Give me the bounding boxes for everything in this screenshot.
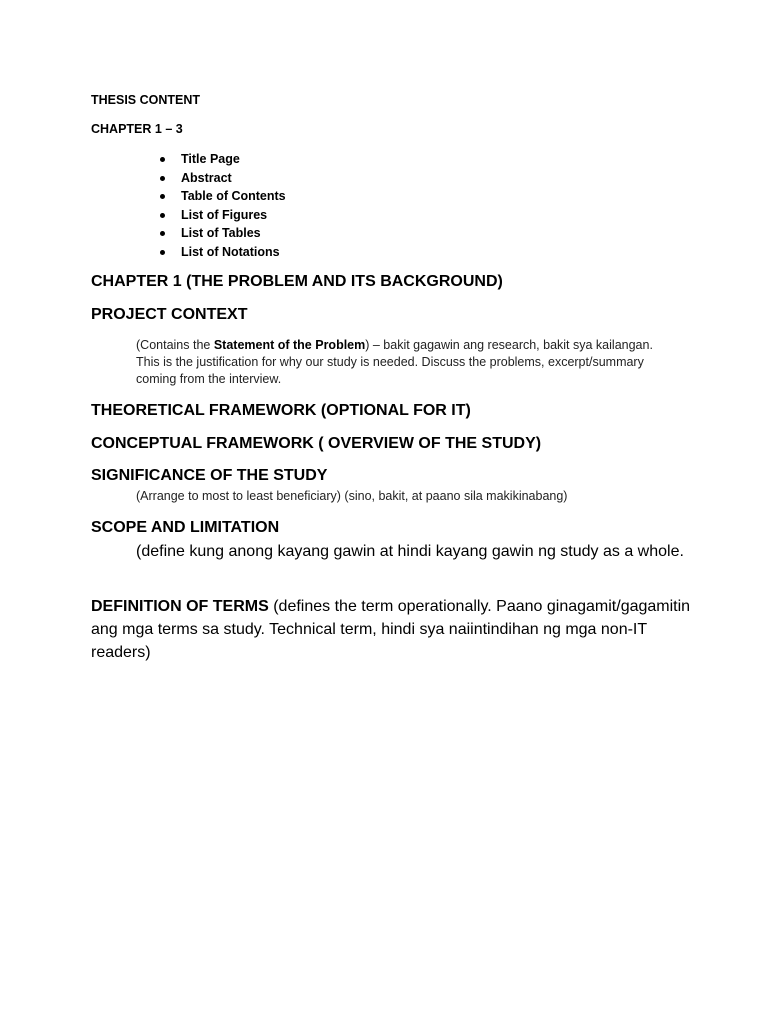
list-item: Table of Contents xyxy=(157,187,286,206)
front-matter-list xyxy=(157,150,286,262)
bullet-icon xyxy=(160,213,165,218)
theoretical-framework-heading: THEORETICAL FRAMEWORK (OPTIONAL FOR IT) xyxy=(91,402,471,419)
bullet-icon xyxy=(160,231,165,236)
bullet-icon xyxy=(160,176,165,181)
significance-text: (Arrange to most to least beneficiary) (sino, bakit, at paano sila makikinabang) xyxy=(136,489,568,503)
list-item: List of Notations xyxy=(157,243,286,262)
definition-of-terms xyxy=(91,595,691,664)
bullet-icon xyxy=(160,194,165,199)
document-title: THESIS CONTENT xyxy=(91,93,201,107)
bullet-icon xyxy=(160,157,165,162)
statement-of-problem-bold: Statement of the Problem xyxy=(213,338,366,352)
significance-heading: SIGNIFICANCE OF THE STUDY xyxy=(91,467,328,484)
scope-heading: SCOPE AND LIMITATION xyxy=(91,519,280,536)
list-item: List of Figures xyxy=(157,206,286,225)
list-item: List of Tables xyxy=(157,224,286,243)
definition-text: (defines the term operationally. Paano ginagamit/gagamitin ang mga terms sa study. Technical term, hindi sya naiintindihan ng mga non-IT readers) xyxy=(91,598,691,661)
chapter1-heading: CHAPTER 1 (THE PROBLEM AND ITS BACKGROUND) xyxy=(91,273,503,290)
list-item: Abstract xyxy=(157,169,286,188)
bullet-icon xyxy=(160,250,165,255)
chapters-range: CHAPTER 1 – 3 xyxy=(91,122,183,136)
project-context-heading: PROJECT CONTEXT xyxy=(91,306,248,323)
list-item: Title Page xyxy=(157,150,286,169)
conceptual-framework-heading: CONCEPTUAL FRAMEWORK ( OVERVIEW OF THE STUDY) xyxy=(91,435,542,452)
definition-heading: DEFINITION OF TERMS xyxy=(91,598,269,615)
scope-text: (define kung anong kayang gawin at hindi kayang gawin ng study as a whole. xyxy=(136,543,684,560)
project-context-text: (Contains the Statement of the Problem) – bakit gagawin ang research, bakit sya kailangan. This is the justification for why our study is needed. Discuss the problems, excerpt/summary coming from the interview. xyxy=(136,338,653,386)
